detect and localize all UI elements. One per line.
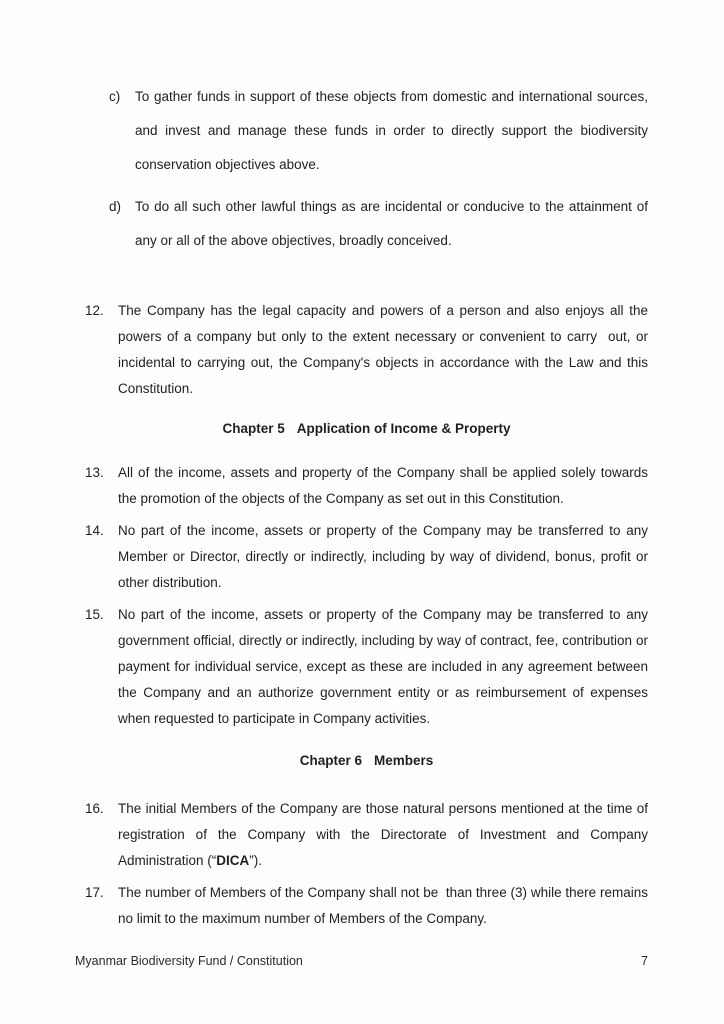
- item-text: To gather funds in support of these objects from domestic and international sources, and invest and manage these funds in order to directly support the biodiversity conservation objectives above.: [135, 89, 648, 172]
- clause-14: [85, 518, 648, 596]
- clause-text: [118, 796, 648, 874]
- clause-text-after: ”).: [249, 853, 263, 868]
- clause-number: 16.: [85, 801, 104, 816]
- clause-16: [85, 796, 648, 874]
- clause-number: 15.: [85, 607, 104, 622]
- footer-document-title: Myanmar Biodiversity Fund / Constitution: [75, 954, 303, 968]
- chapter-title: Members: [374, 753, 434, 768]
- clause-number: 17.: [85, 885, 104, 900]
- chapter-5-heading: [85, 416, 648, 442]
- defined-term-dica: DICA: [216, 853, 250, 868]
- page-footer: [75, 954, 648, 968]
- lettered-item-d: [109, 190, 648, 258]
- clause-text: The Company has the legal capacity and powers of a person and also enjoys all the powers of a company but only to the extent necessary or convenient to carry out, or incidental to carrying out, the Company's objects in accordance with the Law and this Constitution.: [118, 303, 648, 396]
- chapter-label: Chapter 5: [222, 421, 285, 436]
- item-text: To do all such other lawful things as are incidental or conducive to the attainment of any or all of the above objectives, broadly conceived.: [135, 199, 648, 248]
- clause-text: The number of Members of the Company shall not be than three (3) while there remains no limit to the maximum number of Members of the Company.: [118, 885, 648, 926]
- chapter-6-heading: [85, 748, 648, 774]
- clause-17: [85, 880, 648, 932]
- clause-number: 12.: [85, 303, 104, 318]
- clause-12: [85, 298, 648, 402]
- lettered-item-c: [109, 80, 648, 182]
- chapter-title: Application of Income & Property: [296, 421, 511, 436]
- clause-text-before: The initial Members of the Company are those natural persons mentioned at the time of registration of the Company with the Directorate of Investment and Company Administration (“: [118, 801, 648, 868]
- clause-text: All of the income, assets and property of the Company shall be applied solely towards the promotion of the objects of the Company as set out in this Constitution.: [118, 465, 648, 506]
- clause-text: No part of the income, assets or property of the Company may be transferred to any government official, directly or indirectly, including by way of contract, fee, contribution or payment for individual service, except as these are included in any agreement between the Company and an authorize government entity or as reimbursement of expenses when requested to participate in Company activities.: [118, 607, 648, 726]
- clause-text: No part of the income, assets or property of the Company may be transferred to any Member or Director, directly or indirectly, including by way of dividend, bonus, profit or other distribution.: [118, 523, 648, 590]
- clause-15: [85, 602, 648, 732]
- clause-number: 14.: [85, 523, 104, 538]
- footer-page-number: 7: [641, 954, 648, 968]
- item-label: d): [109, 199, 122, 214]
- chapter-label: Chapter 6: [299, 753, 362, 768]
- clause-number: 13.: [85, 465, 104, 480]
- clause-13: [85, 460, 648, 512]
- item-label: c): [109, 89, 121, 104]
